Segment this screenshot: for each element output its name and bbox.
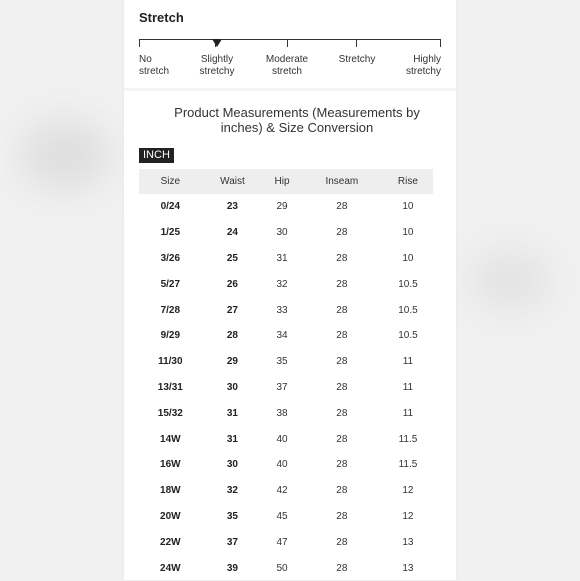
cell-size: 11/30 xyxy=(158,356,183,368)
cell-inseam: 28 xyxy=(336,330,348,342)
cell-rise: 13 xyxy=(402,562,414,574)
cell-rise: 10.5 xyxy=(398,330,418,342)
stretch-tick xyxy=(287,39,288,47)
header-size: Size xyxy=(160,176,181,187)
cell-waist: 28 xyxy=(226,330,238,342)
cell-size: 16W xyxy=(160,459,181,471)
cell-inseam: 28 xyxy=(336,459,348,471)
table-row xyxy=(139,400,433,426)
background-blur xyxy=(20,120,110,190)
table-header-row xyxy=(139,169,433,194)
cell-waist: 37 xyxy=(226,536,238,548)
cell-rise: 10 xyxy=(402,201,414,213)
cell-hip: 47 xyxy=(276,536,288,548)
cell-waist: 32 xyxy=(226,485,238,497)
cell-hip: 34 xyxy=(276,330,288,342)
cell-inseam: 28 xyxy=(336,304,348,316)
cell-hip: 29 xyxy=(276,201,288,213)
table-row xyxy=(139,297,433,323)
cell-waist: 23 xyxy=(226,201,238,213)
cell-inseam: 28 xyxy=(336,381,348,393)
section-divider xyxy=(124,88,456,91)
table-body xyxy=(139,194,433,581)
table-row xyxy=(139,504,433,530)
cell-hip: 40 xyxy=(276,459,288,471)
cell-rise: 10.5 xyxy=(398,278,418,290)
cell-hip: 35 xyxy=(276,356,288,368)
stretch-tick xyxy=(440,39,441,47)
table-row xyxy=(139,555,433,581)
table-row xyxy=(139,194,433,220)
cell-inseam: 28 xyxy=(336,356,348,368)
stretch-label-slightly: Slightly stretchy xyxy=(199,54,235,77)
size-guide-panel xyxy=(124,0,456,580)
stretch-label-highly: Highly stretchy xyxy=(405,54,441,77)
cell-waist: 31 xyxy=(226,407,238,419)
header-waist: Waist xyxy=(220,176,245,187)
stretch-selected-marker xyxy=(212,39,222,47)
cell-size: 7/28 xyxy=(160,304,181,316)
table-row xyxy=(139,220,433,246)
cell-size: 24W xyxy=(160,562,181,574)
table-row xyxy=(139,323,433,349)
cell-rise: 11.5 xyxy=(398,459,418,471)
cell-hip: 50 xyxy=(276,562,288,574)
cell-hip: 32 xyxy=(276,278,288,290)
cell-inseam: 28 xyxy=(336,252,348,264)
cell-rise: 11 xyxy=(402,407,414,419)
cell-hip: 37 xyxy=(276,381,288,393)
cell-inseam: 28 xyxy=(336,485,348,497)
measurements-title: Product Measurements (Measurements by inches) & Size Conversion xyxy=(174,105,420,135)
cell-size: 1/25 xyxy=(160,227,181,239)
stretch-tick xyxy=(356,39,357,47)
cell-waist: 24 xyxy=(226,227,238,239)
cell-rise: 10.5 xyxy=(398,304,418,316)
cell-size: 22W xyxy=(160,536,181,548)
table-row xyxy=(139,452,433,478)
cell-size: 13/31 xyxy=(157,381,183,393)
table-row xyxy=(139,246,433,272)
stretch-scale-line xyxy=(139,39,441,40)
unit-badge[interactable]: INCH xyxy=(139,148,174,163)
stretch-tick xyxy=(139,39,140,47)
cell-rise: 13 xyxy=(402,536,414,548)
cell-size: 14W xyxy=(160,433,181,445)
cell-rise: 12 xyxy=(402,485,414,497)
cell-rise: 10 xyxy=(402,252,414,264)
cell-waist: 35 xyxy=(226,510,238,522)
cell-rise: 11.5 xyxy=(398,433,418,445)
stretch-label-moderate: Moderate stretch xyxy=(265,54,309,77)
cell-inseam: 28 xyxy=(336,201,348,213)
table-row xyxy=(139,271,433,297)
cell-hip: 42 xyxy=(276,485,288,497)
cell-inseam: 28 xyxy=(336,227,348,239)
header-hip: Hip xyxy=(274,176,290,187)
cell-rise: 10 xyxy=(402,227,414,239)
cell-size: 5/27 xyxy=(160,278,181,290)
cell-waist: 29 xyxy=(226,356,238,368)
cell-hip: 33 xyxy=(276,304,288,316)
background-blur xyxy=(470,250,550,310)
cell-hip: 30 xyxy=(276,227,288,239)
stretch-title: Stretch xyxy=(139,10,184,25)
cell-waist: 39 xyxy=(226,562,238,574)
stretch-label-stretchy: Stretchy xyxy=(338,54,376,65)
cell-size: 15/32 xyxy=(157,407,183,419)
cell-inseam: 28 xyxy=(336,278,348,290)
cell-rise: 11 xyxy=(402,356,414,368)
cell-inseam: 28 xyxy=(336,510,348,522)
cell-hip: 40 xyxy=(276,433,288,445)
cell-size: 9/29 xyxy=(160,330,181,342)
cell-inseam: 28 xyxy=(336,433,348,445)
cell-size: 20W xyxy=(160,510,181,522)
cell-rise: 12 xyxy=(402,510,414,522)
cell-waist: 25 xyxy=(226,252,238,264)
table-row xyxy=(139,478,433,504)
table-row xyxy=(139,529,433,555)
cell-waist: 31 xyxy=(226,433,238,445)
cell-size: 0/24 xyxy=(160,201,181,213)
cell-inseam: 28 xyxy=(336,536,348,548)
cell-inseam: 28 xyxy=(336,562,348,574)
cell-inseam: 28 xyxy=(336,407,348,419)
cell-waist: 27 xyxy=(226,304,238,316)
cell-size: 18W xyxy=(160,485,181,497)
cell-waist: 30 xyxy=(226,459,238,471)
cell-rise: 11 xyxy=(402,381,414,393)
cell-hip: 31 xyxy=(276,252,288,264)
cell-size: 3/26 xyxy=(160,252,181,264)
header-rise: Rise xyxy=(397,176,418,187)
cell-waist: 30 xyxy=(226,381,238,393)
cell-hip: 45 xyxy=(276,510,288,522)
table-row xyxy=(139,426,433,452)
table-row xyxy=(139,375,433,401)
stretch-label-no: No stretch xyxy=(139,54,170,77)
cell-hip: 38 xyxy=(276,407,288,419)
size-table xyxy=(139,169,433,581)
header-inseam: Inseam xyxy=(325,176,359,187)
cell-waist: 26 xyxy=(226,278,238,290)
table-row xyxy=(139,349,433,375)
